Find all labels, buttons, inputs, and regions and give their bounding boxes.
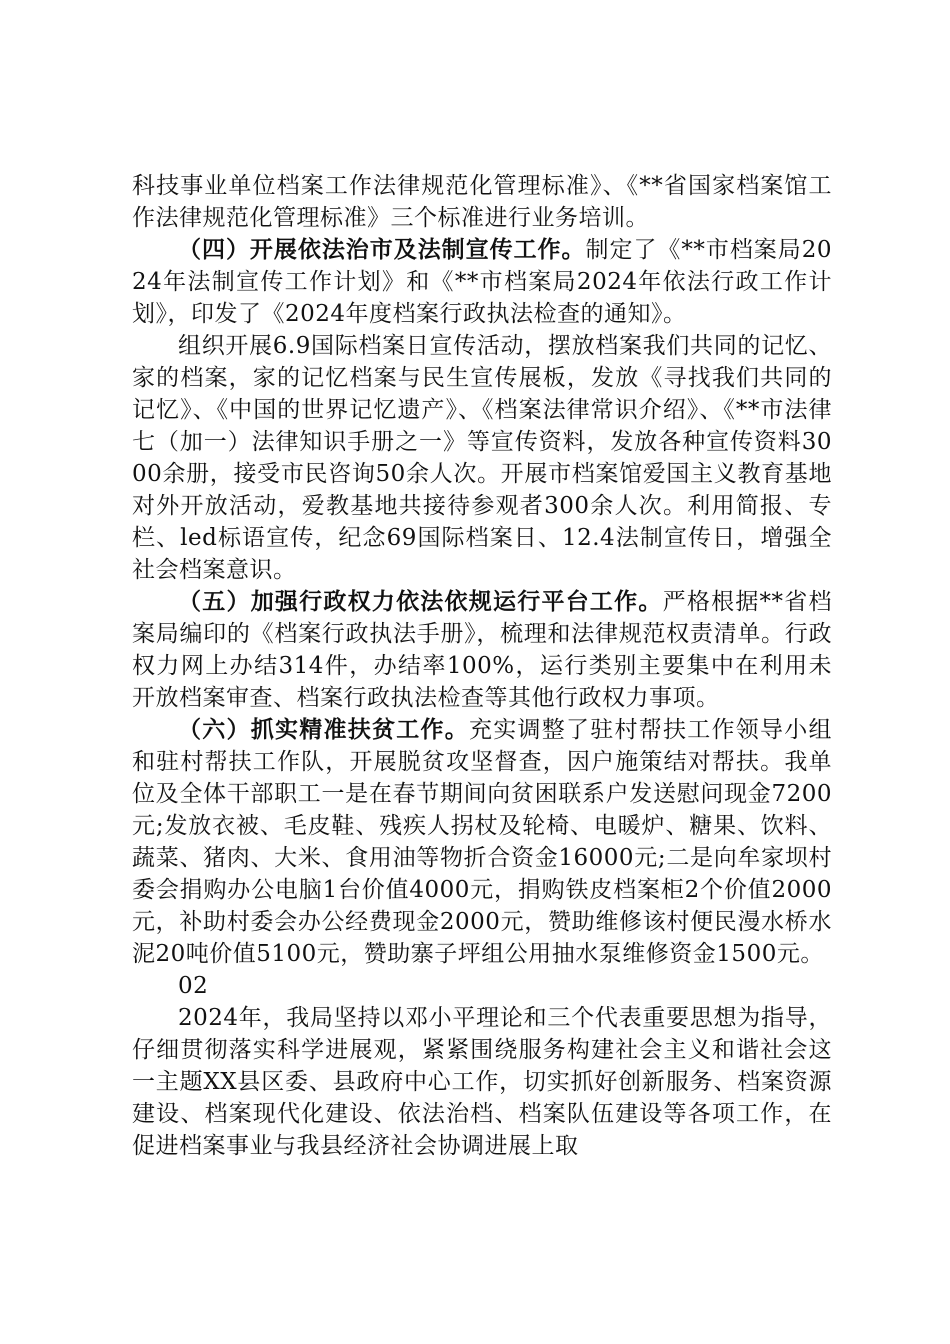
- paragraph-summary: [132, 1002, 832, 1162]
- paragraph-text: 组织开展6.9国际档案日宣传活动，摆放档案我们共同的记忆、家的档案，家的记忆档案与民生宣传展板，发放《寻找我们共同的记忆》、《中国的世界记忆遗产》、《档案法律常识介绍》、《**市法律七（加一）法律知识手册之一》等宣传资料，发放各种宣传资料3000余册，接受市民咨询50余人次。开展市档案馆爱国主义教育基地对外开放活动，爱教基地共接待参观者300余人次。利用简报、专栏、led标语宣传，纪念69国际档案日、12.4法制宣传日，增强全社会档案意识。: [132, 333, 832, 583]
- section-marker: [132, 970, 832, 1002]
- section-heading: （五）加强行政权力依法依规运行平台工作。: [178, 588, 663, 615]
- document-page: [132, 170, 832, 1162]
- section-heading: （六）抓实精准扶贫工作。: [178, 716, 469, 743]
- paragraph-section-four: [132, 234, 832, 330]
- paragraph-text: 充实调整了驻村帮扶工作领导小组和驻村帮扶工作队，开展脱贫攻坚督查，因户施策结对帮扶。我单位及全体干部职工一是在春节期间向贫困联系户发送慰问现金7200元;发放衣被、毛皮鞋、残疾人拐杖及轮椅、电暖炉、糖果、饮料、蔬菜、猪肉、大米、食用油等物折合资金16000元;二是向牟家坝村委会捐购办公电脑1台价值4000元，捐购铁皮档案柜2个价值2000元，补助村委会办公经费现金2000元，赞助维修该村便民漫水桥水泥20吨价值5100元，赞助寨子坪组公用抽水泵维修资金1500元。: [132, 717, 832, 967]
- paragraph-continuation: [132, 170, 832, 234]
- paragraph-archive-day: [132, 330, 832, 586]
- paragraph-section-five: [132, 586, 832, 714]
- paragraph-text: 严格根据**省档案局编印的《档案行政执法手册》，梳理和法律规范权责清单。行政权力网上办结314件，办结率100%，运行类别主要集中在利用未开放档案审查、档案行政执法检查等其他行政权力事项。: [132, 589, 833, 711]
- paragraph-text: 制定了《**市档案局2024年法制宣传工作计划》和《**市档案局2024年依法行政工作计划》，印发了《2024年度档案行政执法检查的通知》。: [132, 237, 832, 327]
- paragraph-section-six: [132, 714, 832, 970]
- paragraph-text: 科技事业单位档案工作法律规范化管理标准》、《**省国家档案馆工作法律规范化管理标准》三个标准进行业务培训。: [132, 173, 832, 231]
- section-heading: （四）开展依法治市及法制宣传工作。: [178, 236, 586, 263]
- paragraph-text: 2024年，我局坚持以邓小平理论和三个代表重要思想为指导，仔细贯彻落实科学进展观，紧紧围绕服务构建社会主义和谐社会这一主题XX县区委、县政府中心工作，切实抓好创新服务、档案资源建设、档案现代化建设、依法治档、档案队伍建设等各项工作，在促进档案事业与我县经济社会协调进展上取: [132, 1005, 832, 1159]
- section-number: 02: [178, 973, 209, 999]
